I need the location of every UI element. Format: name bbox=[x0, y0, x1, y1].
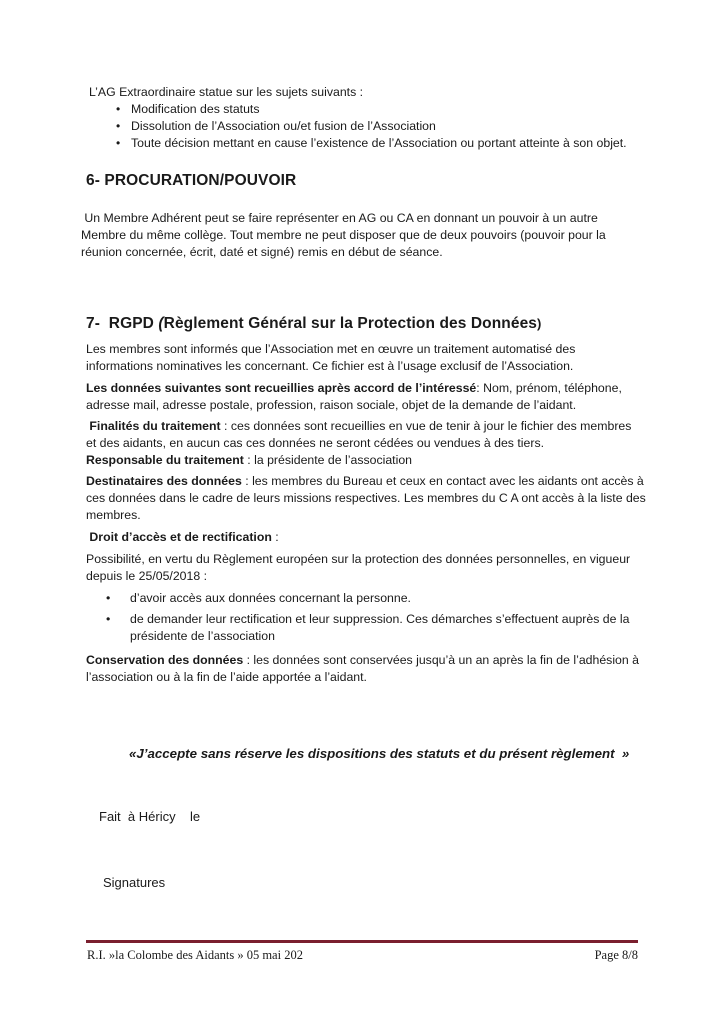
text-line: l’association ou à la fin de l’aide apportée a l’aidant. bbox=[86, 670, 367, 684]
text-line: et des aidants, en aucun cas ces données ne seront cédées ou vendues à des tiers. bbox=[86, 436, 545, 450]
signatures-label: Signatures bbox=[103, 875, 166, 890]
rgpd-recipients bbox=[86, 473, 646, 524]
text-run: : bbox=[271, 530, 279, 544]
footer-rule bbox=[86, 940, 638, 943]
heading-number: 7- RGPD bbox=[86, 315, 159, 332]
ag-list-item: • Dissolution de l’Association ou/et fusion de l’Association bbox=[116, 118, 656, 135]
text-line: membres. bbox=[86, 508, 141, 522]
list-item-text: de demander leur rectification et leur suppression. Ces démarches s’effectuent auprès de la bbox=[130, 612, 630, 626]
text-run: : les membres du Bureau et ceux en contact avec les aidants ont accès à bbox=[241, 474, 644, 488]
text-line: informations nominatives les concernant. Ce fichier est à l’usage exclusif de l’Association. bbox=[86, 359, 574, 373]
text-line: Possibilité, en vertu du Règlement européen sur la protection des données personnelles, en vigueur bbox=[86, 552, 631, 566]
text-line: Un Membre Adhérent peut se faire représenter en AG ou CA en donnant un pouvoir à un autre bbox=[81, 211, 598, 225]
date-label: le bbox=[190, 809, 201, 824]
bullet-icon: • bbox=[106, 612, 111, 626]
footer-page-number: Page 8/8 bbox=[594, 948, 638, 962]
ag-list-item: • Toute décision mettant en cause l’existence de l’Association ou portant atteinte à son objet. bbox=[116, 135, 656, 152]
bullet-icon: • bbox=[106, 591, 111, 605]
bold-label: Finalités du traitement bbox=[86, 419, 221, 433]
bold-label: Les données suivantes sont recueillies après accord de l’intéressé bbox=[86, 381, 477, 395]
rgpd-rights-list bbox=[106, 590, 646, 645]
section-6-body bbox=[81, 210, 661, 261]
ag-list-item: • Modification des statuts bbox=[116, 101, 656, 118]
ag-list bbox=[116, 101, 656, 152]
list-item-text: d’avoir accès aux données concernant la personne. bbox=[130, 591, 411, 605]
text-run: : la présidente de l’association bbox=[243, 453, 413, 467]
text-line: adresse mail, adresse postale, profession, raison sociale, objet de la demande de l’aidant. bbox=[86, 398, 577, 412]
section-7-heading bbox=[86, 315, 541, 333]
rgpd-purpose bbox=[86, 418, 646, 469]
text-line: depuis le 25/05/2018 : bbox=[86, 569, 208, 583]
section-6-heading: 6- PROCURATION/POUVOIR bbox=[86, 172, 297, 189]
fait-label: Fait bbox=[99, 809, 121, 824]
acceptance-statement: «J’accepte sans réserve les dispositions des statuts et du présent règlement » bbox=[129, 746, 630, 761]
rgpd-retention bbox=[86, 652, 646, 686]
heading-paren-close: ) bbox=[537, 316, 542, 331]
bold-label: Responsable du traitement bbox=[86, 453, 244, 467]
list-item bbox=[106, 611, 646, 628]
text-line: ces données dans le cadre de leurs missions respectives. Les membres du C A ont accès à la liste des bbox=[86, 491, 646, 505]
bold-label: Destinataires des données bbox=[86, 474, 242, 488]
place-label: à Héricy bbox=[127, 809, 176, 824]
text-run: : les données sont conservées jusqu’à un an après la fin de l’adhésion à bbox=[243, 653, 639, 667]
list-item-continuation: présidente de l’association bbox=[130, 629, 275, 643]
heading-text: Règlement Général sur la Protection des Données bbox=[163, 315, 538, 332]
place-date-line bbox=[99, 809, 200, 824]
footer-left: R.I. »la Colombe des Aidants » 05 mai 202 bbox=[87, 948, 303, 962]
text-line: réunion concernée, écrit, daté et signé) remis en début de séance. bbox=[81, 245, 443, 259]
text-line: Membre du même collège. Tout membre ne peut disposer que de deux pouvoirs (pouvoir pour la bbox=[81, 228, 606, 242]
rgpd-rights-heading bbox=[86, 529, 646, 546]
rgpd-rights-body bbox=[86, 551, 646, 585]
bold-label: Droit d’accès et de rectification bbox=[86, 530, 272, 544]
text-run: : ces données sont recueillies en vue de tenir à jour le fichier des membres bbox=[220, 419, 632, 433]
heading-paren: ( bbox=[158, 315, 164, 332]
bold-label: Conservation des données bbox=[86, 653, 244, 667]
rgpd-intro bbox=[86, 341, 646, 375]
ag-intro: L’AG Extraordinaire statue sur les sujets suivants : bbox=[89, 85, 364, 99]
text-line: Les membres sont informés que l’Association met en œuvre un traitement automatisé des bbox=[86, 342, 576, 356]
text-run: : Nom, prénom, téléphone, bbox=[476, 381, 622, 395]
rgpd-collected-data bbox=[86, 380, 646, 414]
list-item bbox=[106, 590, 646, 607]
